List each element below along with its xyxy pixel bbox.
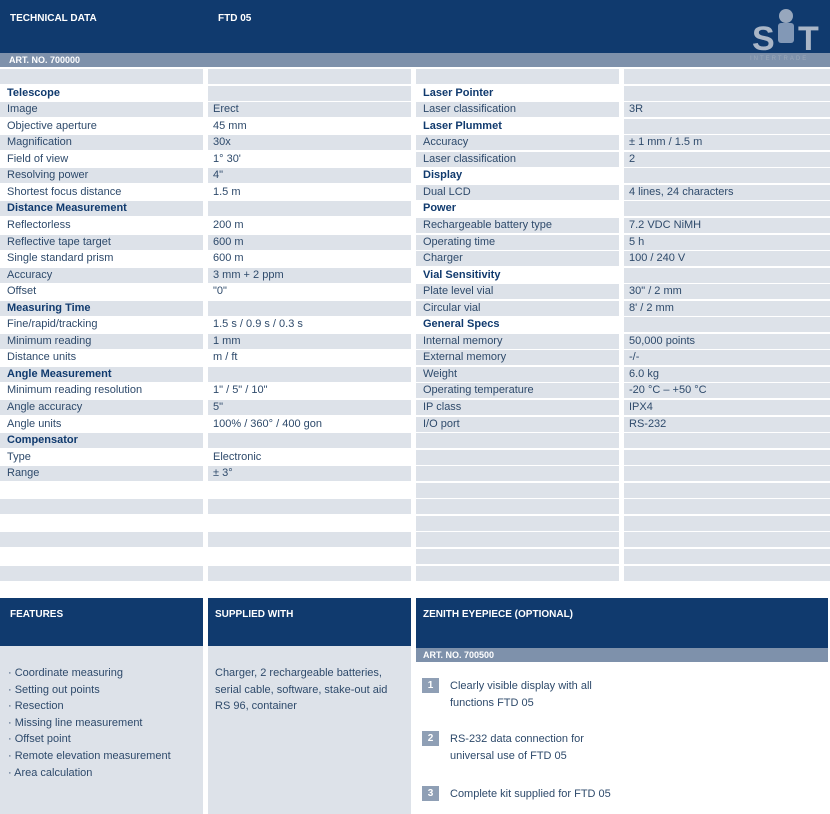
spec-label: Operating time <box>416 235 619 250</box>
table-row <box>0 433 830 448</box>
spec-label: Image <box>0 102 203 117</box>
spec-label: Circular vial <box>416 301 619 316</box>
spec-label: Compensator <box>0 433 203 448</box>
spec-label: Reflective tape target <box>0 235 203 250</box>
table-row <box>0 251 830 266</box>
spec-value: Electronic <box>208 450 411 465</box>
table-row <box>0 235 830 250</box>
spec-label: Resolving power <box>0 168 203 183</box>
table-row <box>0 102 830 117</box>
list-item: · Offset point <box>8 733 71 746</box>
spec-label: Laser Plummet <box>416 119 619 134</box>
spec-label: Rechargeable battery type <box>416 218 619 233</box>
list-item: · Resection <box>8 700 64 713</box>
spec-label: Shortest focus distance <box>0 185 203 200</box>
spec-label <box>0 69 203 84</box>
list-item: · Coordinate measuring <box>8 667 123 679</box>
spec-value: m / ft <box>208 350 411 365</box>
spec-label: Charger <box>416 251 619 266</box>
spec-label <box>416 499 619 514</box>
table-row <box>0 417 830 432</box>
item-text: RS-232 data connection for universal use of FTD 05 <box>450 733 584 762</box>
spec-value: 50,000 points <box>624 334 830 349</box>
zenith-art-bar <box>416 648 828 662</box>
table-row <box>0 367 830 382</box>
spec-value: 3R <box>624 102 830 117</box>
spec-label: Range <box>0 466 203 481</box>
spec-label: Operating temperature <box>416 383 619 398</box>
spec-label: Vial Sensitivity <box>416 268 619 283</box>
spec-value <box>208 483 411 498</box>
table-row <box>0 185 830 200</box>
spec-value <box>624 201 830 216</box>
spec-value: 5 h <box>624 235 830 250</box>
spec-value: 1.5 s / 0.9 s / 0.3 s <box>208 317 411 332</box>
svg-text:S: S <box>752 20 775 56</box>
spec-value <box>208 433 411 448</box>
spec-label <box>0 516 203 531</box>
spec-value <box>624 499 830 514</box>
spec-label: Weight <box>416 367 619 382</box>
zenith-art-no: ART. NO. 700500 <box>423 650 495 660</box>
spec-value: 8' / 2 mm <box>624 301 830 316</box>
table-row <box>0 350 830 365</box>
features-title: FEATURES <box>10 609 64 620</box>
spec-label: Single standard prism <box>0 251 203 266</box>
spec-label <box>416 549 619 564</box>
spec-label: Plate level vial <box>416 284 619 299</box>
spec-label: External memory <box>416 350 619 365</box>
spec-value <box>208 532 411 547</box>
supplied-title: SUPPLIED WITH <box>215 609 294 620</box>
spec-value <box>624 119 830 134</box>
spec-value <box>624 532 830 547</box>
spec-label <box>0 549 203 564</box>
spec-label: Magnification <box>0 135 203 150</box>
item-text: Clearly visible display with all functions FTD 05 <box>450 680 592 709</box>
spec-value: 3 mm + 2 ppm <box>208 268 411 283</box>
spec-label: Telescope <box>0 86 203 101</box>
spec-label <box>416 450 619 465</box>
table-row <box>0 218 830 233</box>
spec-label: Measuring Time <box>0 301 203 316</box>
spec-value: 600 m <box>208 235 411 250</box>
spec-label <box>416 69 619 84</box>
spec-label: Objective aperture <box>0 119 203 134</box>
spec-label <box>416 483 619 498</box>
table-row <box>0 284 830 299</box>
spec-label: Internal memory <box>416 334 619 349</box>
spec-value <box>624 566 830 581</box>
spec-label: Field of view <box>0 152 203 167</box>
item-number-badge: 3 <box>422 786 439 801</box>
intertrade-logo <box>748 4 824 66</box>
table-row <box>0 566 830 581</box>
spec-value: 5" <box>208 400 411 415</box>
spec-label: Laser classification <box>416 102 619 117</box>
list-item: · Area calculation <box>8 766 93 779</box>
spec-value: 1.5 m <box>208 185 411 200</box>
table-row <box>0 383 830 398</box>
zenith-title: ZENITH EYEPIECE (OPTIONAL) <box>423 609 574 620</box>
table-row <box>0 466 830 481</box>
spec-value: ± 3° <box>208 466 411 481</box>
features-body <box>0 646 203 814</box>
header-bar <box>0 0 830 53</box>
spec-value: 1° 30' <box>208 152 411 167</box>
table-row <box>0 317 830 332</box>
spec-label: General Specs <box>416 317 619 332</box>
spec-value: IPX4 <box>624 400 830 415</box>
spec-value <box>208 499 411 514</box>
spec-label: Power <box>416 201 619 216</box>
spec-value: 30x <box>208 135 411 150</box>
spec-value <box>624 69 830 84</box>
spec-value: ± 1 mm / 1.5 m <box>624 135 830 150</box>
art-no: ART. NO. 700000 <box>9 55 81 65</box>
table-row <box>0 450 830 465</box>
spec-value: "0" <box>208 284 411 299</box>
spec-value <box>624 483 830 498</box>
spec-value <box>208 549 411 564</box>
spec-value: 30" / 2 mm <box>624 284 830 299</box>
spec-label: Dual LCD <box>416 185 619 200</box>
list-item: · Setting out points <box>8 683 100 696</box>
spec-value: 4" <box>208 168 411 183</box>
spec-value: 100% / 360° / 400 gon <box>208 417 411 432</box>
spec-label <box>416 433 619 448</box>
item-number-badge: 2 <box>422 731 439 746</box>
spec-label <box>0 566 203 581</box>
supplied-header <box>208 598 411 646</box>
svg-text:T: T <box>798 20 819 56</box>
logo-icon <box>748 4 824 56</box>
spec-value: 100 / 240 V <box>624 251 830 266</box>
spec-value: -20 °C – +50 °C <box>624 383 830 398</box>
spec-label: Angle accuracy <box>0 400 203 415</box>
spec-value <box>208 516 411 531</box>
spec-value: Erect <box>208 102 411 117</box>
spec-value: 45 mm <box>208 119 411 134</box>
spec-value <box>624 268 830 283</box>
spec-label: Accuracy <box>416 135 619 150</box>
spec-value: 1 mm <box>208 334 411 349</box>
spec-value: 7.2 VDC NiMH <box>624 218 830 233</box>
spec-label <box>0 499 203 514</box>
spec-value: 2 <box>624 152 830 167</box>
table-row <box>0 334 830 349</box>
spec-label: Angle Measurement <box>0 367 203 382</box>
spec-value: 6.0 kg <box>624 367 830 382</box>
spec-label: Minimum reading resolution <box>0 383 203 398</box>
spec-label: Offset <box>0 284 203 299</box>
spec-label <box>0 532 203 547</box>
art-no-bar <box>0 53 830 67</box>
spec-value <box>624 516 830 531</box>
spec-label: Distance units <box>0 350 203 365</box>
table-row <box>0 201 830 216</box>
logo-text: INTERTRADE <box>750 56 809 62</box>
spec-label <box>416 516 619 531</box>
table-row <box>0 400 830 415</box>
spec-value <box>208 69 411 84</box>
spec-value <box>208 201 411 216</box>
table-row <box>0 268 830 283</box>
spec-label <box>0 483 203 498</box>
model-name: FTD 05 <box>218 13 252 24</box>
spec-value: 1" / 5" / 10" <box>208 383 411 398</box>
spec-value <box>208 301 411 316</box>
list-item: · Missing line measurement <box>8 716 143 729</box>
spec-value <box>624 86 830 101</box>
spec-label: I/O port <box>416 417 619 432</box>
table-row <box>0 532 830 547</box>
item-number-badge: 1 <box>422 678 439 693</box>
spec-label: Reflectorless <box>0 218 203 233</box>
table-row <box>0 168 830 183</box>
spec-value: -/- <box>624 350 830 365</box>
spec-label: Angle units <box>0 417 203 432</box>
spec-value: RS-232 <box>624 417 830 432</box>
table-row <box>0 86 830 101</box>
spec-label: Laser classification <box>416 152 619 167</box>
spec-value <box>208 367 411 382</box>
table-row <box>0 301 830 316</box>
spec-value <box>208 86 411 101</box>
list-item: · Remote elevation measurement <box>8 749 171 762</box>
spec-value: 200 m <box>208 218 411 233</box>
item-text: Complete kit supplied for FTD 05 <box>450 788 611 800</box>
table-row <box>0 69 830 84</box>
spec-value: 4 lines, 24 characters <box>624 185 830 200</box>
spec-value <box>624 450 830 465</box>
spec-value <box>624 433 830 448</box>
spec-label: Fine/rapid/tracking <box>0 317 203 332</box>
spec-label: Accuracy <box>0 268 203 283</box>
table-row <box>0 516 830 531</box>
spec-value <box>624 549 830 564</box>
supplied-text: Charger, 2 rechargeable batteries, serial cable, software, stake-out aid RS 96, container <box>215 667 388 713</box>
spec-value: 600 m <box>208 251 411 266</box>
table-row <box>0 135 830 150</box>
table-row <box>0 549 830 564</box>
features-list <box>8 665 171 781</box>
zenith-header <box>416 598 828 648</box>
spec-label: Minimum reading <box>0 334 203 349</box>
spec-label: Distance Measurement <box>0 201 203 216</box>
table-row <box>0 483 830 498</box>
spec-label: IP class <box>416 400 619 415</box>
spec-value <box>624 466 830 481</box>
supplied-body <box>208 646 411 814</box>
features-header <box>0 598 203 646</box>
spec-label: Laser Pointer <box>416 86 619 101</box>
spec-value <box>624 317 830 332</box>
page-title: TECHNICAL DATA <box>10 13 97 24</box>
spec-label <box>416 566 619 581</box>
table-row <box>0 152 830 167</box>
table-row <box>0 119 830 134</box>
spec-label: Display <box>416 168 619 183</box>
spec-label: Type <box>0 450 203 465</box>
spec-value <box>208 566 411 581</box>
table-row <box>0 499 830 514</box>
spec-label <box>416 532 619 547</box>
spec-label <box>416 466 619 481</box>
spec-value <box>624 168 830 183</box>
